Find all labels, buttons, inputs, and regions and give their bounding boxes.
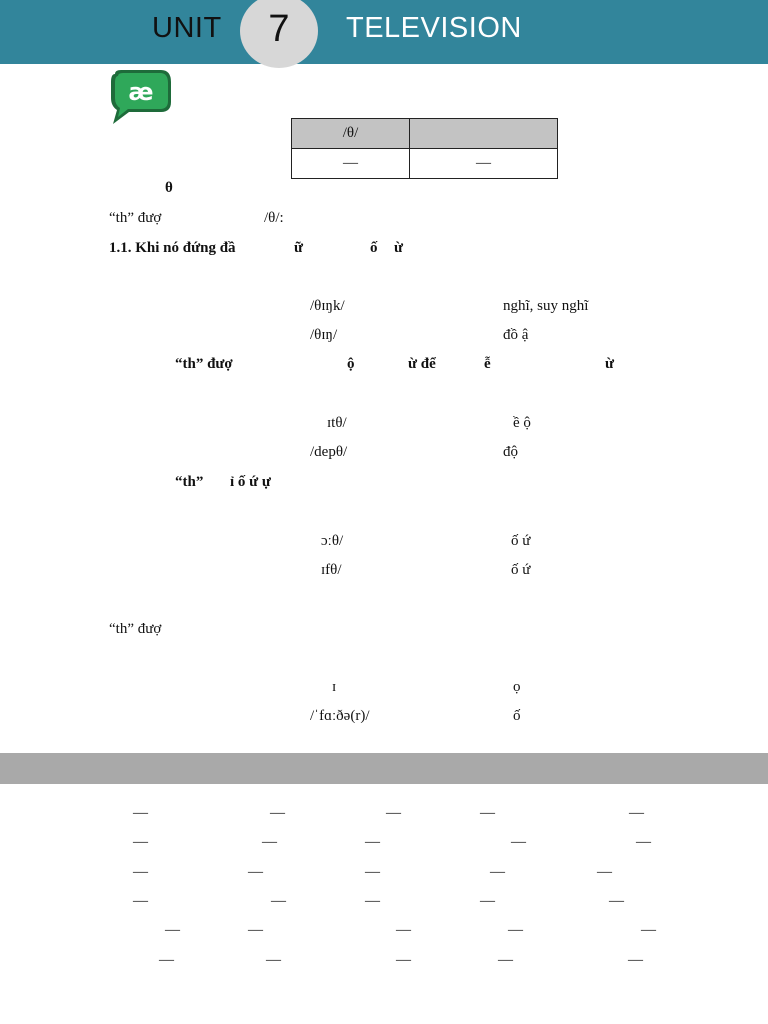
answer-blank[interactable]: — <box>266 952 281 968</box>
intro-line: “th” đượ <box>109 210 162 226</box>
intro-ipa: /θ/: <box>264 210 284 226</box>
example-ipa: /θɪŋk/ <box>310 298 345 314</box>
answer-blank[interactable]: — <box>511 834 526 850</box>
answer-blank[interactable]: — <box>248 864 263 880</box>
example-ipa: /depθ/ <box>310 444 348 460</box>
unit-banner <box>0 0 768 64</box>
answer-blank[interactable]: — <box>262 834 277 850</box>
answer-blank[interactable]: — <box>365 864 380 880</box>
example-ipa: /ˈfɑːðə(r)/ <box>310 708 370 724</box>
unit-label: UNIT <box>152 12 222 44</box>
answer-blank[interactable]: — <box>508 922 523 938</box>
phoneme-table <box>291 118 558 179</box>
phoneme-cell-right: — <box>410 149 558 179</box>
unit-number: 7 <box>268 8 290 50</box>
example-meaning: ố <box>513 708 521 724</box>
example-ipa: ɪtθ/ <box>327 415 347 431</box>
logo-glyph: æ <box>128 78 154 106</box>
answer-blank[interactable]: — <box>365 834 380 850</box>
example-meaning: ề ộ <box>513 415 531 431</box>
exercise-header-band <box>0 753 768 784</box>
answer-blank[interactable]: — <box>480 893 495 909</box>
phoneme-header-right <box>410 119 558 149</box>
answer-blank[interactable]: — <box>396 922 411 938</box>
example-ipa: ɔːθ/ <box>321 533 344 549</box>
unit-topic: TELEVISION <box>346 12 522 44</box>
rule-1-1-fragment: ừ <box>394 240 404 256</box>
answer-blank[interactable]: — <box>498 952 513 968</box>
answer-blank[interactable]: — <box>133 805 148 821</box>
answer-blank[interactable]: — <box>165 922 180 938</box>
example-ipa: /θɪŋ/ <box>310 327 338 343</box>
rule-1-2-fragment: ừ để <box>408 356 436 372</box>
phoneme-cell-left: — <box>292 149 410 179</box>
answer-blank[interactable]: — <box>480 805 495 821</box>
answer-blank[interactable]: — <box>386 805 401 821</box>
phoneme-header-left: /θ/ <box>292 119 410 149</box>
answer-blank[interactable]: — <box>636 834 651 850</box>
speech-bubble-icon <box>107 68 175 126</box>
rule-2-line: “th” đượ <box>109 621 162 637</box>
rule-1-1-fragment: ố <box>370 240 378 256</box>
answer-blank[interactable]: — <box>133 834 148 850</box>
rule-1-3-fragment: ỉ ố ứ ự <box>230 474 271 490</box>
answer-blank[interactable]: — <box>396 952 411 968</box>
answer-blank[interactable]: — <box>133 864 148 880</box>
answer-blank[interactable]: — <box>248 922 263 938</box>
answer-blank[interactable]: — <box>597 864 612 880</box>
rule-1-2-fragment: ộ <box>347 356 355 372</box>
example-meaning: ọ <box>513 679 521 695</box>
answer-blank[interactable]: — <box>628 952 643 968</box>
example-meaning: nghĩ, suy nghĩ <box>503 298 589 314</box>
rule-1-3-heading: “th” <box>175 474 204 490</box>
example-meaning: đồ ậ <box>503 327 529 343</box>
unit-number-badge <box>240 0 318 68</box>
answer-blank[interactable]: — <box>271 893 286 909</box>
section-letter: θ <box>165 180 173 196</box>
answer-blank[interactable]: — <box>629 805 644 821</box>
answer-blank[interactable]: — <box>490 864 505 880</box>
answer-blank[interactable]: — <box>641 922 656 938</box>
rule-1-2-fragment: ễ <box>484 356 491 372</box>
answer-blank[interactable]: — <box>159 952 174 968</box>
example-meaning: ố ứ <box>511 533 531 549</box>
example-ipa: ɪ <box>332 679 337 695</box>
example-meaning: ố ứ <box>511 562 531 578</box>
answer-blank[interactable]: — <box>270 805 285 821</box>
answer-blank[interactable]: — <box>133 893 148 909</box>
rule-1-2-heading: “th” đượ <box>175 356 233 372</box>
example-ipa: ɪfθ/ <box>321 562 342 578</box>
answer-blank[interactable]: — <box>609 893 624 909</box>
answer-blank[interactable]: — <box>365 893 380 909</box>
rule-1-2-fragment: ừ <box>605 356 615 372</box>
rule-1-1-heading: 1.1. Khi nó đứng đầ <box>109 240 236 256</box>
rule-1-1-fragment: ữ <box>294 240 304 256</box>
example-meaning: độ <box>503 444 518 460</box>
